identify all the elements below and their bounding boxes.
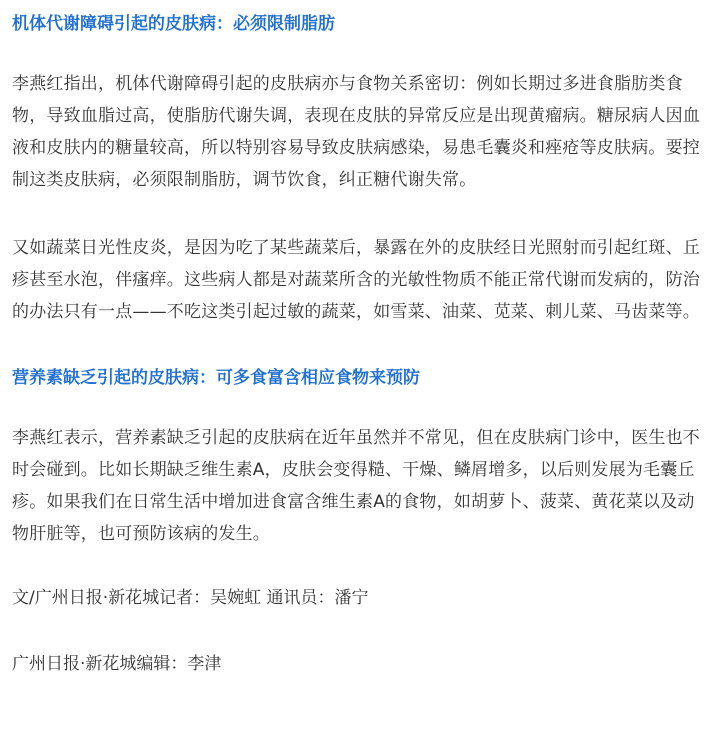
section-heading-metabolic: 机体代谢障碍引起的皮肤病：必须限制脂肪 <box>12 14 335 34</box>
paragraph-vegetable-dermatitis: 又如蔬菜日光性皮炎，是因为吃了某些蔬菜后，暴露在外的皮肤经日光照射而引起红斑、丘疹甚至水泡，伴瘙痒。这些病人都是对蔬菜所含的光敏性物质不能正常代谢而发病的，防治的办法只有一点——不吃这类引起过敏的蔬菜，如雪菜、油菜、苋菜、刺儿菜、马齿菜等。 <box>12 238 700 322</box>
credit-reporter: 文/广州日报·新花城记者：吴婉虹 通讯员：潘宁 <box>12 588 369 608</box>
paragraph-nutrient: 李燕红表示，营养素缺乏引起的皮肤病在近年虽然并不常见，但在皮肤病门诊中，医生也不时会碰到。比如长期缺乏维生素A，皮肤会变得糙、干燥、鳞屑增多，以后则发展为毛囊丘疹。如果我们在日常生活中增加进食富含维生素A的食物，如胡萝卜、菠菜、黄花菜以及动物肝脏等，也可预防该病的发生。 <box>12 428 700 544</box>
paragraph-metabolic: 李燕红指出，机体代谢障碍引起的皮肤病亦与食物关系密切：例如长期过多进食脂肪类食物，导致血脂过高，使脂肪代谢失调，表现在皮肤的异常反应是出现黄瘤病。糖尿病人因血液和皮肤内的糖量较高，所以特别容易导致皮肤病感染，易患毛囊炎和痤疮等皮肤病。要控制这类皮肤病，必须限制脂肪，调节饮食，纠正糖代谢失常。 <box>12 74 700 190</box>
credit-editor: 广州日报·新花城编辑：李津 <box>12 654 222 674</box>
section-heading-nutrient: 营养素缺乏引起的皮肤病：可多食富含相应食物来预防 <box>12 368 420 388</box>
